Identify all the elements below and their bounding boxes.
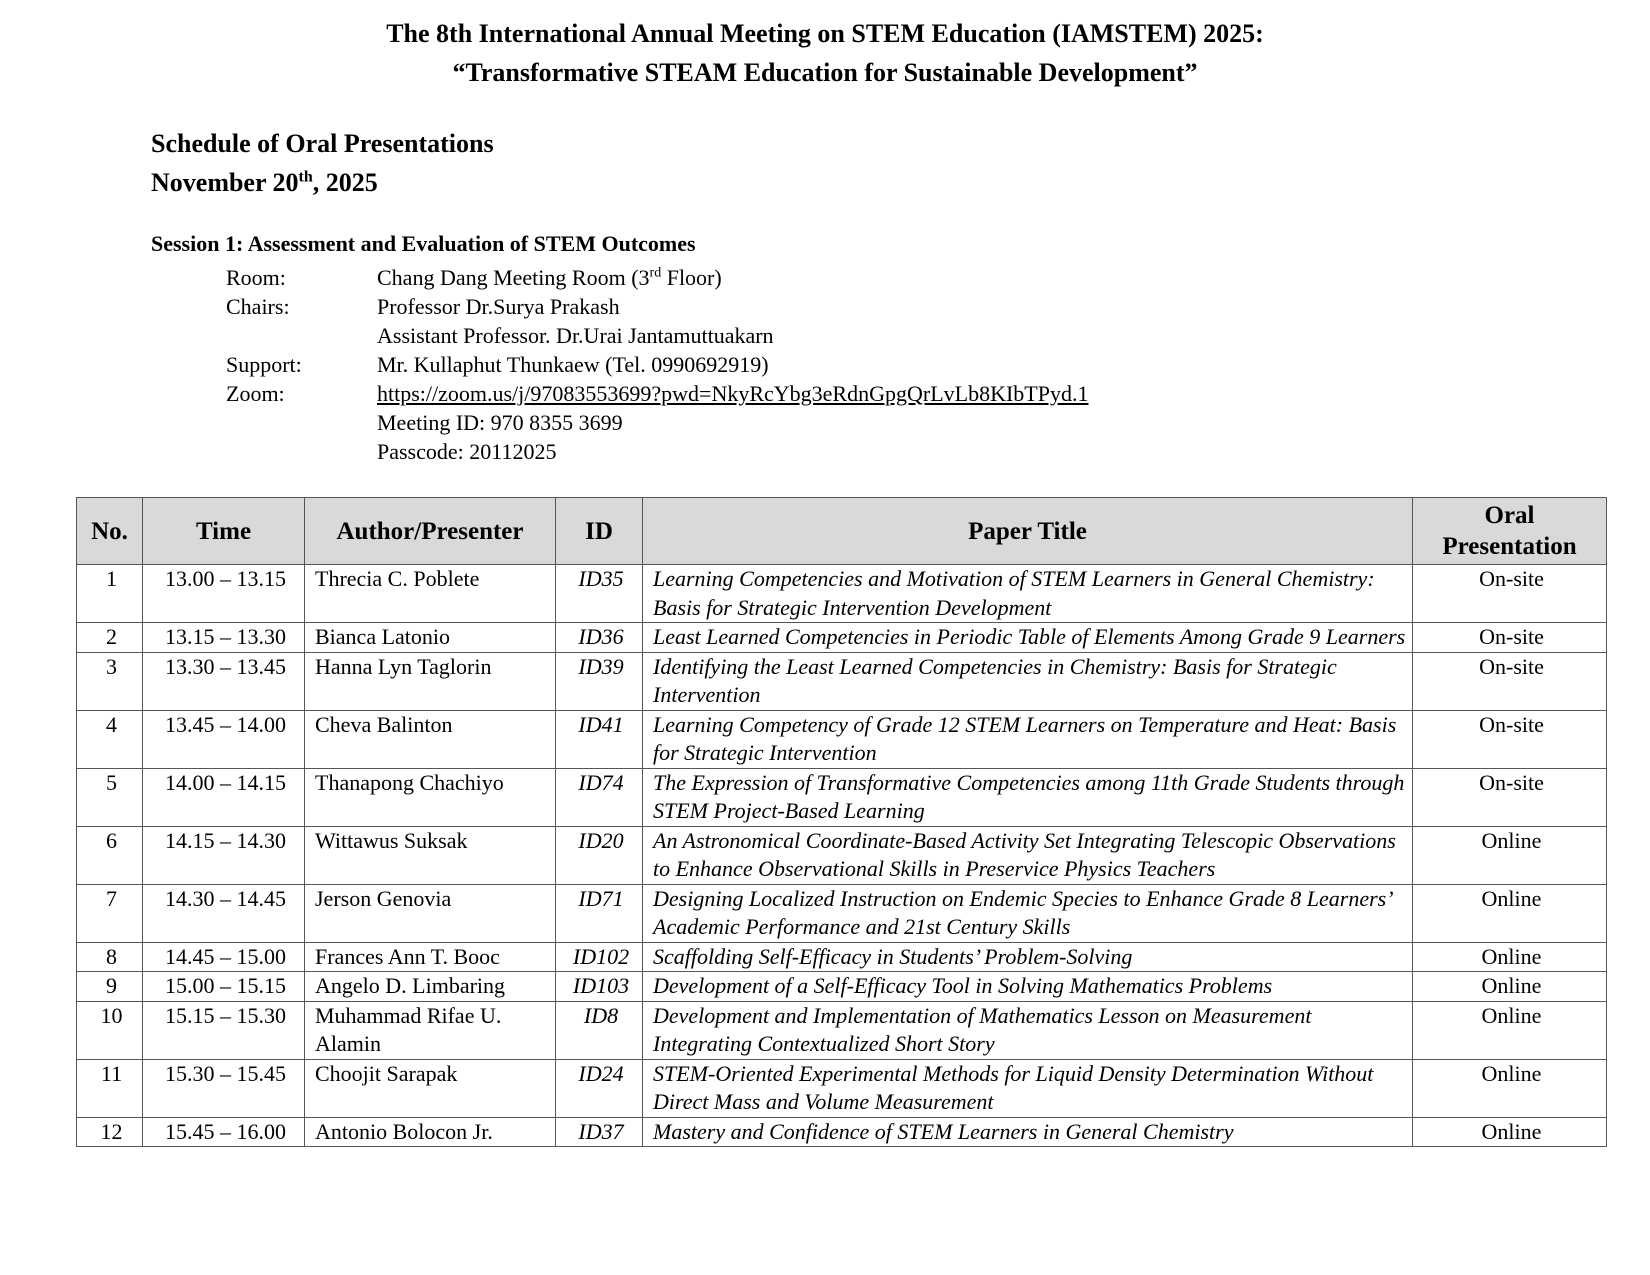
row-paper-title: Learning Competencies and Motivation of STEM Learners in General Chemistry: Basis for Strategic Intervention Development: [643, 565, 1413, 623]
room-text: Chang Dang Meeting Room (3: [377, 265, 650, 290]
row-author: Cheva Balinton: [305, 710, 556, 768]
chairs-label: Chairs:: [226, 294, 290, 319]
row-paper-title: Least Learned Competencies in Periodic Table of Elements Among Grade 9 Learners: [643, 623, 1413, 653]
row-number: 8: [77, 942, 143, 972]
table-row: [77, 652, 1607, 710]
row-presentation-mode: On-site: [1413, 768, 1607, 826]
header-paper-title: Paper Title: [643, 498, 1413, 565]
header-oral-line1: Oral: [1484, 502, 1535, 529]
row-paper-title: Development of a Self-Efficacy Tool in Solving Mathematics Problems: [643, 972, 1413, 1002]
row-time: 14.15 – 14.30: [143, 826, 305, 884]
row-time: 13.15 – 13.30: [143, 623, 305, 653]
row-id: ID102: [556, 942, 643, 972]
row-time: 15.15 – 15.30: [143, 1001, 305, 1059]
row-presentation-mode: Online: [1413, 972, 1607, 1002]
chair-1: Professor Dr.Surya Prakash: [377, 294, 620, 319]
table-row: [77, 1117, 1607, 1147]
schedule-title: Schedule of Oral Presentations: [151, 129, 494, 158]
row-author: Angelo D. Limbaring: [305, 972, 556, 1002]
row-presentation-mode: On-site: [1413, 710, 1607, 768]
row-time: 14.45 – 15.00: [143, 942, 305, 972]
support-label: Support:: [226, 352, 302, 377]
conference-theme: “Transformative STEAM Education for Sustainable Development”: [452, 58, 1198, 87]
row-presentation-mode: Online: [1413, 1059, 1607, 1117]
zoom-row: [226, 379, 1088, 408]
room-suffix: Floor): [661, 265, 722, 290]
row-number: 4: [77, 710, 143, 768]
row-number: 11: [77, 1059, 143, 1117]
table-row: [77, 565, 1607, 623]
header-no: No.: [77, 498, 143, 565]
row-time: 14.30 – 14.45: [143, 884, 305, 942]
row-number: 9: [77, 972, 143, 1002]
row-id: ID74: [556, 768, 643, 826]
row-paper-title: Scaffolding Self-Efficacy in Students’ Problem-Solving: [643, 942, 1413, 972]
row-time: 15.00 – 15.15: [143, 972, 305, 1002]
support-row: [226, 350, 1088, 379]
row-paper-title: Identifying the Least Learned Competencies in Chemistry: Basis for Strategic Intervention: [643, 652, 1413, 710]
row-id: ID36: [556, 623, 643, 653]
row-author: Wittawus Suksak: [305, 826, 556, 884]
table-row: [77, 1001, 1607, 1059]
zoom-link[interactable]: https://zoom.us/j/97083553699?pwd=NkyRcYbg3eRdnGpgQrLvLb8KIbTPyd.1: [377, 381, 1089, 406]
row-author: Threcia C. Poblete: [305, 565, 556, 623]
conference-title: The 8th International Annual Meeting on STEM Education (IAMSTEM) 2025:: [386, 19, 1264, 48]
row-time: 15.45 – 16.00: [143, 1117, 305, 1147]
row-number: 3: [77, 652, 143, 710]
meeting-id: Meeting ID: 970 8355 3699: [377, 410, 623, 435]
row-id: ID8: [556, 1001, 643, 1059]
row-number: 2: [77, 623, 143, 653]
header-time: Time: [143, 498, 305, 565]
row-author: Jerson Genovia: [305, 884, 556, 942]
row-paper-title: The Expression of Transformative Competencies among 11th Grade Students through STEM Project-Based Learning: [643, 768, 1413, 826]
date-year: , 2025: [312, 168, 378, 197]
row-presentation-mode: Online: [1413, 942, 1607, 972]
row-id: ID37: [556, 1117, 643, 1147]
row-time: 13.30 – 13.45: [143, 652, 305, 710]
row-author: Choojit Sarapak: [305, 1059, 556, 1117]
row-paper-title: STEM-Oriented Experimental Methods for Liquid Density Determination Without Direct Mass and Volume Measurement: [643, 1059, 1413, 1117]
row-paper-title: Designing Localized Instruction on Endemic Species to Enhance Grade 8 Learners’ Academic Performance and 21st Century Skills: [643, 884, 1413, 942]
chair-2: Assistant Professor. Dr.Urai Jantamuttuakarn: [377, 323, 774, 348]
passcode-row: [226, 437, 1088, 466]
table-row: [77, 1059, 1607, 1117]
row-id: ID20: [556, 826, 643, 884]
row-author: Hanna Lyn Taglorin: [305, 652, 556, 710]
table-row: [77, 884, 1607, 942]
table-header-row: [77, 498, 1607, 565]
row-presentation-mode: Online: [1413, 826, 1607, 884]
row-id: ID41: [556, 710, 643, 768]
row-author: Bianca Latonio: [305, 623, 556, 653]
date-main: November 20: [151, 168, 299, 197]
row-id: ID35: [556, 565, 643, 623]
row-id: ID39: [556, 652, 643, 710]
table-row: [77, 768, 1607, 826]
row-paper-title: An Astronomical Coordinate-Based Activity Set Integrating Telescopic Observations to Enhance Observational Skills in Preservice Physics Teachers: [643, 826, 1413, 884]
row-number: 1: [77, 565, 143, 623]
row-author: Antonio Bolocon Jr.: [305, 1117, 556, 1147]
row-author: Frances Ann T. Booc: [305, 942, 556, 972]
room-label: Room:: [226, 265, 286, 290]
row-id: ID71: [556, 884, 643, 942]
row-number: 12: [77, 1117, 143, 1147]
row-time: 15.30 – 15.45: [143, 1059, 305, 1117]
presentation-schedule-table: [76, 497, 1607, 1147]
table-row: [77, 710, 1607, 768]
header-oral-presentation: [1413, 498, 1607, 565]
row-author: Muhammad Rifae U. Alamin: [305, 1001, 556, 1059]
table-row: [77, 942, 1607, 972]
header-id: ID: [556, 498, 643, 565]
row-presentation-mode: On-site: [1413, 623, 1607, 653]
row-id: ID24: [556, 1059, 643, 1117]
row-number: 6: [77, 826, 143, 884]
document-header: [0, 14, 1650, 92]
table-row: [77, 972, 1607, 1002]
row-author: Thanapong Chachiyo: [305, 768, 556, 826]
chairs-row-2: [226, 321, 1088, 350]
row-presentation-mode: Online: [1413, 884, 1607, 942]
room-value: [377, 263, 722, 292]
meeting-id-row: [226, 408, 1088, 437]
room-ordinal: rd: [649, 265, 662, 281]
row-id: ID103: [556, 972, 643, 1002]
row-presentation-mode: Online: [1413, 1001, 1607, 1059]
row-time: 14.00 – 14.15: [143, 768, 305, 826]
session-info: [226, 263, 1088, 466]
row-number: 5: [77, 768, 143, 826]
zoom-label: Zoom:: [226, 381, 285, 406]
table-row: [77, 826, 1607, 884]
row-number: 7: [77, 884, 143, 942]
passcode: Passcode: 20112025: [377, 439, 557, 464]
header-oral-line2: Presentation: [1442, 533, 1577, 560]
row-time: 13.45 – 14.00: [143, 710, 305, 768]
row-presentation-mode: On-site: [1413, 565, 1607, 623]
date-ordinal: th: [298, 168, 313, 186]
row-paper-title: Learning Competency of Grade 12 STEM Learners on Temperature and Heat: Basis for Strategic Intervention: [643, 710, 1413, 768]
header-author: Author/Presenter: [305, 498, 556, 565]
row-paper-title: Mastery and Confidence of STEM Learners in General Chemistry: [643, 1117, 1413, 1147]
row-time: 13.00 – 13.15: [143, 565, 305, 623]
support-value: Mr. Kullaphut Thunkaew (Tel. 0990692919): [377, 352, 769, 377]
chairs-row: [226, 292, 1088, 321]
table-row: [77, 623, 1607, 653]
row-paper-title: Development and Implementation of Mathematics Lesson on Measurement Integrating Contextualized Short Story: [643, 1001, 1413, 1059]
schedule-date: [151, 165, 378, 201]
row-presentation-mode: Online: [1413, 1117, 1607, 1147]
room-row: [226, 263, 1088, 292]
row-presentation-mode: On-site: [1413, 652, 1607, 710]
row-number: 10: [77, 1001, 143, 1059]
session-title: Session 1: Assessment and Evaluation of STEM Outcomes: [151, 231, 696, 256]
